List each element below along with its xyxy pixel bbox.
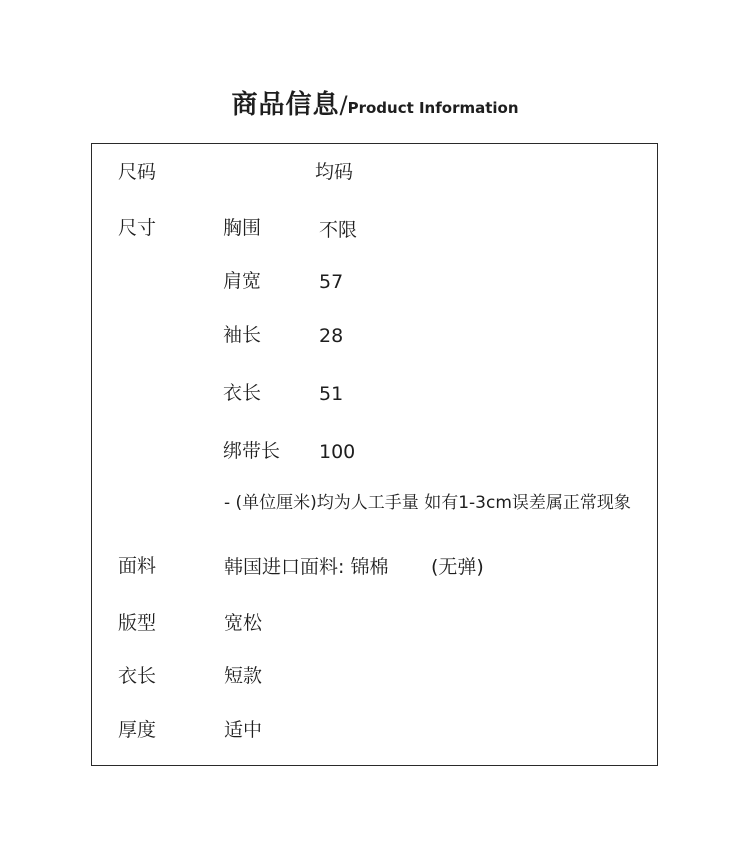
- length-value: 短款: [224, 665, 263, 687]
- thickness-value: 适中: [224, 719, 263, 741]
- measurement-value: 51: [319, 383, 344, 405]
- measurement-name: 袖长: [223, 324, 262, 346]
- title-cn: 商品信息: [231, 90, 340, 120]
- size-value: 均码: [315, 161, 354, 183]
- measurement-value: 100: [319, 441, 356, 463]
- measurement-name: 绑带长: [223, 440, 281, 462]
- spec-table-border: [91, 143, 658, 766]
- fit-label: 版型: [118, 612, 157, 634]
- measurement-name: 肩宽: [223, 270, 262, 292]
- page-title: [0, 84, 750, 121]
- fabric-value: 韩国进口面料: 锦棉: [224, 556, 389, 578]
- fit-value: 宽松: [224, 612, 263, 634]
- size-label: 尺码: [118, 161, 157, 183]
- dimensions-label: 尺寸: [118, 217, 157, 239]
- thickness-label: 厚度: [118, 719, 157, 741]
- measurement-value: 不限: [319, 219, 358, 241]
- fabric-label: 面料: [118, 555, 157, 577]
- title-slash: /: [339, 91, 348, 119]
- measurement-name: 衣长: [223, 382, 262, 404]
- measurement-value: 57: [319, 271, 344, 293]
- fabric-stretch: (无弹): [431, 556, 484, 578]
- measurement-value: 28: [319, 325, 344, 347]
- length-label: 衣长: [118, 665, 157, 687]
- measure-note: - (单位厘米)均为人工手量 如有1-3cm误差属正常现象: [224, 493, 631, 513]
- title-en: Product Information: [347, 99, 519, 117]
- measurement-name: 胸围: [223, 217, 262, 239]
